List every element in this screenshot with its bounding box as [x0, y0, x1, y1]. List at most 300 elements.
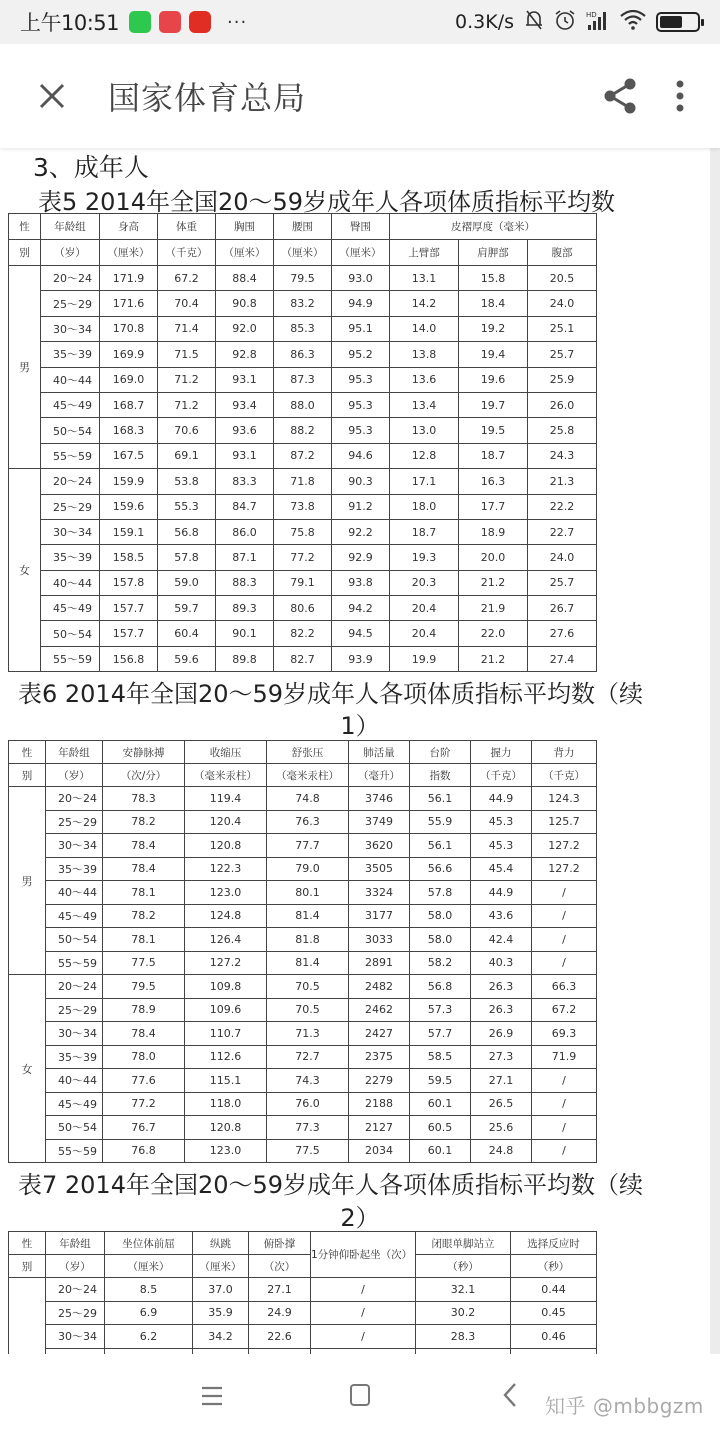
value-cell: 171.6 [100, 291, 158, 316]
recents-button[interactable] [200, 1384, 224, 1408]
value-cell: 25.6 [471, 1116, 532, 1140]
header-cell: 选择反应时 [511, 1232, 597, 1255]
value-cell: 44.9 [471, 881, 532, 905]
battery-icon [656, 12, 700, 32]
value-cell: 78.9 [103, 998, 185, 1022]
value-cell: 81.8 [267, 928, 349, 952]
back-button[interactable] [502, 1382, 518, 1408]
table-row [9, 787, 597, 811]
value-cell: 82.2 [274, 621, 332, 646]
value-cell: 91.2 [332, 494, 390, 519]
value-cell: 170.8 [100, 316, 158, 341]
header-cell: 臀围 [332, 214, 390, 240]
share-icon [603, 78, 637, 114]
value-cell: / [532, 928, 597, 952]
mute-bell-icon [524, 9, 544, 36]
value-cell: / [532, 1069, 597, 1093]
value-cell: / [532, 881, 597, 905]
value-cell: 44.9 [471, 787, 532, 811]
value-cell: 72.7 [267, 1045, 349, 1069]
value-cell: 88.4 [216, 266, 274, 291]
value-cell: 127.2 [532, 834, 597, 858]
value-cell: 0.45 [511, 1301, 597, 1325]
value-cell: 22.7 [528, 519, 597, 544]
table-row [9, 494, 597, 519]
value-cell: 157.7 [100, 596, 158, 621]
value-cell: 76.0 [267, 1092, 349, 1116]
value-cell: 71.9 [532, 1045, 597, 1069]
value-cell: 94.9 [332, 291, 390, 316]
header-cell: （岁） [41, 240, 100, 266]
age-group-cell: 25～29 [41, 291, 100, 316]
value-cell: 159.6 [100, 494, 158, 519]
header-cell: 俯卧撑 [249, 1232, 311, 1255]
header-cell: （厘米） [193, 1255, 249, 1278]
value-cell: 59.6 [158, 646, 216, 671]
value-cell: 77.7 [267, 834, 349, 858]
value-cell: 95.2 [332, 342, 390, 367]
age-group-cell: 45～49 [41, 392, 100, 417]
table-row [9, 1116, 597, 1140]
age-group-cell: 35～39 [46, 857, 103, 881]
value-cell: 78.0 [103, 1045, 185, 1069]
value-cell: 34.2 [193, 1325, 249, 1349]
value-cell: 159.1 [100, 519, 158, 544]
value-cell: 14.0 [390, 316, 459, 341]
value-cell: 120.8 [185, 1116, 267, 1140]
value-cell: 27.3 [471, 1045, 532, 1069]
value-cell: 3749 [349, 810, 410, 834]
value-cell: 86.0 [216, 519, 274, 544]
value-cell: / [532, 1092, 597, 1116]
value-cell: 55.3 [158, 494, 216, 519]
value-cell: 79.5 [103, 975, 185, 999]
value-cell: 157.8 [100, 570, 158, 595]
age-group-cell: 40～44 [46, 1069, 103, 1093]
value-cell: 156.8 [100, 646, 158, 671]
value-cell: 78.2 [103, 904, 185, 928]
value-cell: 25.7 [528, 570, 597, 595]
header-cell: 腰围 [274, 214, 332, 240]
close-button[interactable] [32, 76, 72, 116]
value-cell: 24.8 [471, 1139, 532, 1163]
value-cell: / [311, 1325, 416, 1349]
value-cell: 78.2 [103, 810, 185, 834]
value-cell: 20.0 [459, 545, 528, 570]
age-group-cell: 50～54 [41, 621, 100, 646]
value-cell: 45.3 [471, 810, 532, 834]
value-cell: 158.5 [100, 545, 158, 570]
value-cell: 79.5 [274, 266, 332, 291]
header-cell: 别 [9, 240, 41, 266]
table-row [9, 291, 597, 316]
value-cell: 26.0 [528, 392, 597, 417]
age-group-cell: 45～49 [46, 1092, 103, 1116]
header-cell: 性 [9, 741, 46, 764]
header-cell: 1分钟仰卧起坐（次） [311, 1232, 416, 1278]
value-cell: 45.3 [471, 834, 532, 858]
value-cell: 53.8 [158, 469, 216, 494]
value-cell: 73.8 [274, 494, 332, 519]
header-cell: 安静脉搏 [103, 741, 185, 764]
value-cell: 92.9 [332, 545, 390, 570]
table-row [9, 646, 597, 671]
value-cell: 71.2 [158, 392, 216, 417]
value-cell: 84.7 [216, 494, 274, 519]
value-cell: 24.9 [249, 1301, 311, 1325]
value-cell: 93.1 [216, 443, 274, 468]
table-row [9, 1092, 597, 1116]
table-row [9, 998, 597, 1022]
header-cell: 年龄组 [41, 214, 100, 240]
value-cell: 71.5 [158, 342, 216, 367]
page-title: 国家体育总局 [108, 79, 307, 117]
table-row [9, 392, 597, 417]
value-cell: 8.5 [105, 1278, 193, 1302]
value-cell: 59.5 [410, 1069, 471, 1093]
value-cell: 157.7 [100, 621, 158, 646]
watermark: 知乎 @mbbgzm [545, 1394, 704, 1418]
value-cell: 83.3 [216, 469, 274, 494]
value-cell: 78.1 [103, 881, 185, 905]
value-cell: 171.9 [100, 266, 158, 291]
age-group-cell: 30～34 [46, 834, 103, 858]
value-cell: 3505 [349, 857, 410, 881]
value-cell: 2462 [349, 998, 410, 1022]
value-cell: 13.0 [390, 418, 459, 443]
value-cell: 26.7 [528, 596, 597, 621]
value-cell: 94.5 [332, 621, 390, 646]
share-button[interactable] [600, 76, 640, 116]
table7-title: 表7 2014年全国20～59岁成年人各项体质指标平均数（续 [18, 1171, 644, 1199]
value-cell: 19.7 [459, 392, 528, 417]
value-cell: 26.5 [471, 1092, 532, 1116]
age-group-cell: 30～34 [46, 1022, 103, 1046]
value-cell: 57.3 [410, 998, 471, 1022]
value-cell: 2188 [349, 1092, 410, 1116]
value-cell: 60.4 [158, 621, 216, 646]
value-cell: 42.4 [471, 928, 532, 952]
value-cell: 3324 [349, 881, 410, 905]
value-cell: 88.2 [274, 418, 332, 443]
header-cell: 别 [9, 1255, 46, 1278]
value-cell: 6.9 [105, 1301, 193, 1325]
value-cell: 59.7 [158, 596, 216, 621]
value-cell: 60.1 [410, 1139, 471, 1163]
value-cell: 18.4 [459, 291, 528, 316]
value-cell: 21.2 [459, 570, 528, 595]
gender-cell: 男 [9, 787, 46, 975]
value-cell: 13.6 [390, 367, 459, 392]
value-cell: 94.6 [332, 443, 390, 468]
table-row [9, 1325, 597, 1349]
age-group-cell: 20～24 [46, 1278, 105, 1302]
section-heading: 3、成年人 [33, 153, 149, 182]
table-row [9, 316, 597, 341]
header-cell: （秒） [416, 1255, 511, 1278]
value-cell: 58.2 [410, 951, 471, 975]
age-group-cell: 45～49 [46, 904, 103, 928]
value-cell: 55.9 [410, 810, 471, 834]
table-row [9, 1022, 597, 1046]
value-cell: 19.2 [459, 316, 528, 341]
value-cell: 76.3 [267, 810, 349, 834]
value-cell: 27.6 [528, 621, 597, 646]
header-cell: 收缩压 [185, 741, 267, 764]
close-icon [38, 82, 66, 110]
value-cell: 127.2 [185, 951, 267, 975]
value-cell: 88.3 [216, 570, 274, 595]
status-bar [0, 0, 720, 44]
value-cell: 93.8 [332, 570, 390, 595]
value-cell: 87.2 [274, 443, 332, 468]
header-cell: 上臂部 [390, 240, 459, 266]
hd-signal-icon [586, 9, 610, 36]
value-cell: 77.2 [103, 1092, 185, 1116]
value-cell: 77.5 [267, 1139, 349, 1163]
table-row [9, 810, 597, 834]
back-icon [502, 1382, 518, 1408]
value-cell: 56.1 [410, 787, 471, 811]
header-cell: 指数 [410, 764, 471, 787]
value-cell: 25.9 [528, 367, 597, 392]
value-cell: 14.2 [390, 291, 459, 316]
network-speed: 0.3K/s [455, 11, 514, 33]
header-cell: 背力 [532, 741, 597, 764]
value-cell: 57.8 [158, 545, 216, 570]
value-cell: 93.0 [332, 266, 390, 291]
header-cell: 性 [9, 214, 41, 240]
table-row [9, 1045, 597, 1069]
age-group-cell: 55～59 [41, 443, 100, 468]
gender-cell: 女 [9, 975, 46, 1163]
table-row [9, 951, 597, 975]
value-cell: 71.8 [274, 469, 332, 494]
value-cell: 27.1 [471, 1069, 532, 1093]
header-cell: （厘米） [332, 240, 390, 266]
value-cell: 58.0 [410, 904, 471, 928]
header-cell: （次） [249, 1255, 311, 1278]
app-bar [0, 44, 720, 148]
value-cell: 92.2 [332, 519, 390, 544]
gender-cell: 女 [9, 469, 41, 672]
value-cell: 19.4 [459, 342, 528, 367]
value-cell: 60.1 [410, 1092, 471, 1116]
svg-text:HD: HD [586, 10, 597, 19]
value-cell: 78.4 [103, 1022, 185, 1046]
value-cell: 169.0 [100, 367, 158, 392]
value-cell: 37.0 [193, 1278, 249, 1302]
value-cell: 169.9 [100, 342, 158, 367]
value-cell: 95.3 [332, 367, 390, 392]
value-cell: 89.8 [216, 646, 274, 671]
value-cell: 76.8 [103, 1139, 185, 1163]
value-cell: 90.3 [332, 469, 390, 494]
table-row [9, 443, 597, 468]
value-cell: 26.9 [471, 1022, 532, 1046]
value-cell: 80.6 [274, 596, 332, 621]
value-cell: 74.8 [267, 787, 349, 811]
header-cell: 肺活量 [349, 741, 410, 764]
table5-title: 表5 2014年全国20～59岁成年人各项体质指标平均数 [38, 188, 616, 216]
value-cell: 24.0 [528, 291, 597, 316]
value-cell: 67.2 [532, 998, 597, 1022]
value-cell: 3177 [349, 904, 410, 928]
value-cell: 19.3 [390, 545, 459, 570]
table-row [9, 469, 597, 494]
value-cell: 93.4 [216, 392, 274, 417]
header-cell: 坐位体前屈 [105, 1232, 193, 1255]
value-cell: 86.3 [274, 342, 332, 367]
age-group-cell: 35～39 [41, 545, 100, 570]
value-cell: 40.3 [471, 951, 532, 975]
system-nav-bar [0, 1354, 720, 1440]
value-cell: 21.2 [459, 646, 528, 671]
value-cell: 60.5 [410, 1116, 471, 1140]
article-content[interactable] [0, 148, 720, 1354]
value-cell: 120.4 [185, 810, 267, 834]
value-cell: 20.4 [390, 596, 459, 621]
value-cell: 35.9 [193, 1301, 249, 1325]
value-cell: 83.2 [274, 291, 332, 316]
header-cell: （千克） [158, 240, 216, 266]
header-cell: （岁） [46, 764, 103, 787]
table-row [9, 519, 597, 544]
value-cell: 13.1 [390, 266, 459, 291]
value-cell: 122.3 [185, 857, 267, 881]
value-cell: 58.5 [410, 1045, 471, 1069]
value-cell: 95.3 [332, 392, 390, 417]
age-group-cell: 30～34 [41, 519, 100, 544]
value-cell: 18.0 [390, 494, 459, 519]
value-cell: 22.6 [249, 1325, 311, 1349]
value-cell: 2427 [349, 1022, 410, 1046]
age-group-cell: 20～24 [46, 787, 103, 811]
value-cell: 6.2 [105, 1325, 193, 1349]
age-group-cell: 50～54 [46, 1116, 103, 1140]
value-cell: 88.0 [274, 392, 332, 417]
age-group-cell: 55～59 [46, 1139, 103, 1163]
value-cell: 168.7 [100, 392, 158, 417]
more-vert-icon [675, 80, 685, 112]
value-cell: 17.1 [390, 469, 459, 494]
header-cell: 闭眼单脚站立 [416, 1232, 511, 1255]
value-cell: 71.4 [158, 316, 216, 341]
value-cell: 69.3 [532, 1022, 597, 1046]
table-row [9, 418, 597, 443]
value-cell: 12.8 [390, 443, 459, 468]
age-group-cell: 55～59 [41, 646, 100, 671]
header-cell: 别 [9, 764, 46, 787]
age-group-cell: 20～24 [41, 469, 100, 494]
value-cell: 78.1 [103, 928, 185, 952]
value-cell: 168.3 [100, 418, 158, 443]
value-cell: 15.8 [459, 266, 528, 291]
more-menu-button[interactable] [660, 76, 700, 116]
value-cell: 56.1 [410, 834, 471, 858]
value-cell: 22.0 [459, 621, 528, 646]
value-cell: 124.8 [185, 904, 267, 928]
value-cell: 125.7 [532, 810, 597, 834]
header-cell: （厘米） [100, 240, 158, 266]
value-cell: 120.8 [185, 834, 267, 858]
value-cell: 20.3 [390, 570, 459, 595]
value-cell: 81.4 [267, 951, 349, 975]
age-group-cell: 35～39 [46, 1045, 103, 1069]
table-row [9, 545, 597, 570]
table6-title-continued: 1） [340, 712, 380, 740]
header-cell: 握力 [471, 741, 532, 764]
gender-cell [9, 1278, 46, 1355]
value-cell: 59.0 [158, 570, 216, 595]
header-cell: （厘米） [216, 240, 274, 266]
table-row [9, 1139, 597, 1163]
value-cell: 167.5 [100, 443, 158, 468]
value-cell: 74.3 [267, 1069, 349, 1093]
value-cell: 2375 [349, 1045, 410, 1069]
age-group-cell: 25～29 [46, 998, 103, 1022]
value-cell: 56.6 [410, 857, 471, 881]
value-cell: 75.8 [274, 519, 332, 544]
value-cell: 87.1 [216, 545, 274, 570]
table-row [9, 1069, 597, 1093]
value-cell: 56.8 [158, 519, 216, 544]
value-cell: 70.4 [158, 291, 216, 316]
value-cell: 70.5 [267, 975, 349, 999]
value-cell: 77.6 [103, 1069, 185, 1093]
value-cell: 76.7 [103, 1116, 185, 1140]
table-row [9, 1301, 597, 1325]
header-cell: 胸围 [216, 214, 274, 240]
scrollbar[interactable] [710, 148, 720, 1354]
value-cell: 67.2 [158, 266, 216, 291]
value-cell: 85.3 [274, 316, 332, 341]
wechat-icon [129, 11, 151, 33]
header-cell: （岁） [46, 1255, 105, 1278]
header-cell: 腹部 [528, 240, 597, 266]
value-cell: 25.1 [528, 316, 597, 341]
table-row [9, 266, 597, 291]
value-cell: 16.3 [459, 469, 528, 494]
toutiao-icon [159, 11, 181, 33]
age-group-cell: 25～29 [41, 494, 100, 519]
header-cell: （毫米汞柱） [267, 764, 349, 787]
value-cell: 119.4 [185, 787, 267, 811]
value-cell: 24.3 [528, 443, 597, 468]
value-cell: 20.4 [390, 621, 459, 646]
value-cell: / [311, 1301, 416, 1325]
value-cell: 30.2 [416, 1301, 511, 1325]
age-group-cell: 20～24 [46, 975, 103, 999]
value-cell: 56.8 [410, 975, 471, 999]
value-cell: 112.6 [185, 1045, 267, 1069]
value-cell: 80.1 [267, 881, 349, 905]
value-cell: 28.3 [416, 1325, 511, 1349]
value-cell: 19.6 [459, 367, 528, 392]
value-cell: 25.7 [528, 342, 597, 367]
home-button[interactable] [350, 1384, 370, 1406]
header-cell: 年龄组 [46, 1232, 105, 1255]
value-cell: / [311, 1278, 416, 1302]
value-cell: 21.9 [459, 596, 528, 621]
value-cell: 0.46 [511, 1325, 597, 1349]
age-group-cell: 40～44 [41, 570, 100, 595]
alarm-icon [554, 9, 576, 36]
value-cell: 95.1 [332, 316, 390, 341]
value-cell: 27.1 [249, 1278, 311, 1302]
value-cell: 81.4 [267, 904, 349, 928]
table-row [9, 570, 597, 595]
